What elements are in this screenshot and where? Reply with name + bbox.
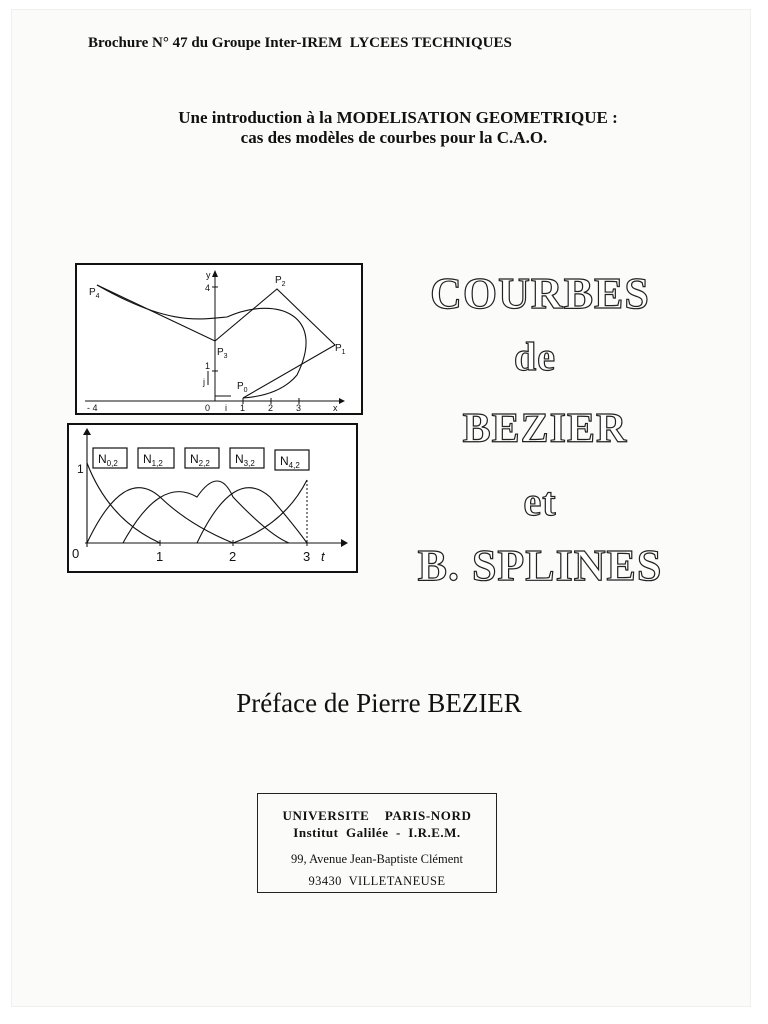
subtitle-line-1: Une introduction à la MODELISATION GEOMETRIQUE : (178, 108, 618, 127)
basis-label-n22 (185, 448, 219, 468)
y-axis-arrow (212, 270, 218, 277)
point-label: $P_2$ (275, 275, 286, 288)
address-city: 93430 VILLETANEUSE (308, 874, 446, 888)
preface-text: Préface de Pierre BEZIER (236, 688, 522, 718)
title-bsplines: B. SPLINES (417, 541, 663, 590)
point-label: $P_4$ (89, 287, 100, 300)
svg-text:N1,2: $N_{1,2}$ (143, 452, 163, 468)
tick-label: 2 (268, 403, 274, 413)
address-street: 99, Avenue Jean-Baptiste Clément (291, 852, 463, 866)
curve-n4 (233, 480, 307, 543)
basis-label-n12 (138, 448, 174, 468)
title-bezier: BEZIER (462, 406, 628, 452)
subtitle-line-2: cas des modèles de courbes pour la C.A.O. (240, 128, 548, 147)
point-label: $P_3$ (217, 347, 228, 360)
value-label-1: 1 (77, 462, 84, 476)
point-label: $P_0$ (237, 381, 248, 394)
t-tick-label: 1 (156, 549, 164, 564)
t-tick-label: 0 (72, 546, 80, 561)
y-axis-label: y (206, 270, 211, 280)
t-tick-label: 2 (229, 549, 237, 564)
basis-functions-figure (67, 423, 358, 573)
address-institute: Institut Galilée - I.R.E.M. (293, 825, 461, 840)
tick-label: 1 (205, 361, 211, 371)
title-de: de (514, 334, 556, 379)
tick-label: - 4 (87, 403, 98, 413)
t-axis-arrow (341, 539, 348, 547)
x-axis-label: x (333, 403, 338, 413)
subtitle (0, 108, 768, 148)
t-axis-label: t (321, 549, 325, 564)
address-box (257, 793, 497, 893)
t-tick-label: 3 (303, 549, 311, 564)
brochure-label: Brochure N° 47 du Groupe Inter-IREM (88, 35, 343, 51)
address-university: UNIVERSITE PARIS-NORD (282, 808, 472, 823)
control-polygon (97, 285, 335, 398)
x-axis-arrow (339, 398, 345, 404)
curve-n0 (87, 463, 160, 543)
series-label: LYCEES TECHNIQUES (349, 35, 512, 51)
vertical-axis-arrow (83, 428, 91, 435)
title-courbes: COURBES (430, 269, 650, 318)
title-et: et (523, 479, 557, 524)
curve-n1 (87, 488, 233, 543)
tick-label: 1 (240, 403, 246, 413)
tick-label: 0 (205, 403, 211, 413)
basis-label-n02 (93, 448, 127, 468)
svg-text:N0,2: $N_{0,2}$ (98, 452, 118, 468)
preface-line (0, 688, 768, 719)
vector-label: j (203, 377, 205, 387)
svg-text:N2,2: $N_{2,2}$ (190, 452, 210, 468)
bezier-curve (97, 285, 306, 398)
svg-text:N3,2: $N_{3,2}$ (235, 452, 255, 468)
basis-label-n32 (230, 448, 264, 468)
curve-n2 (123, 481, 289, 543)
header-line (88, 35, 512, 52)
svg-text:N4,2: $N_{4,2}$ (280, 454, 300, 470)
vector-label: i (225, 403, 227, 413)
tick-label: 3 (296, 403, 302, 413)
bezier-curve-drawing (77, 265, 361, 413)
basis-label-n42 (275, 450, 309, 470)
basis-functions-drawing (69, 425, 356, 571)
point-label: $P_1$ (335, 343, 346, 356)
bezier-curve-figure (75, 263, 363, 415)
tick-label: 4 (205, 283, 211, 293)
